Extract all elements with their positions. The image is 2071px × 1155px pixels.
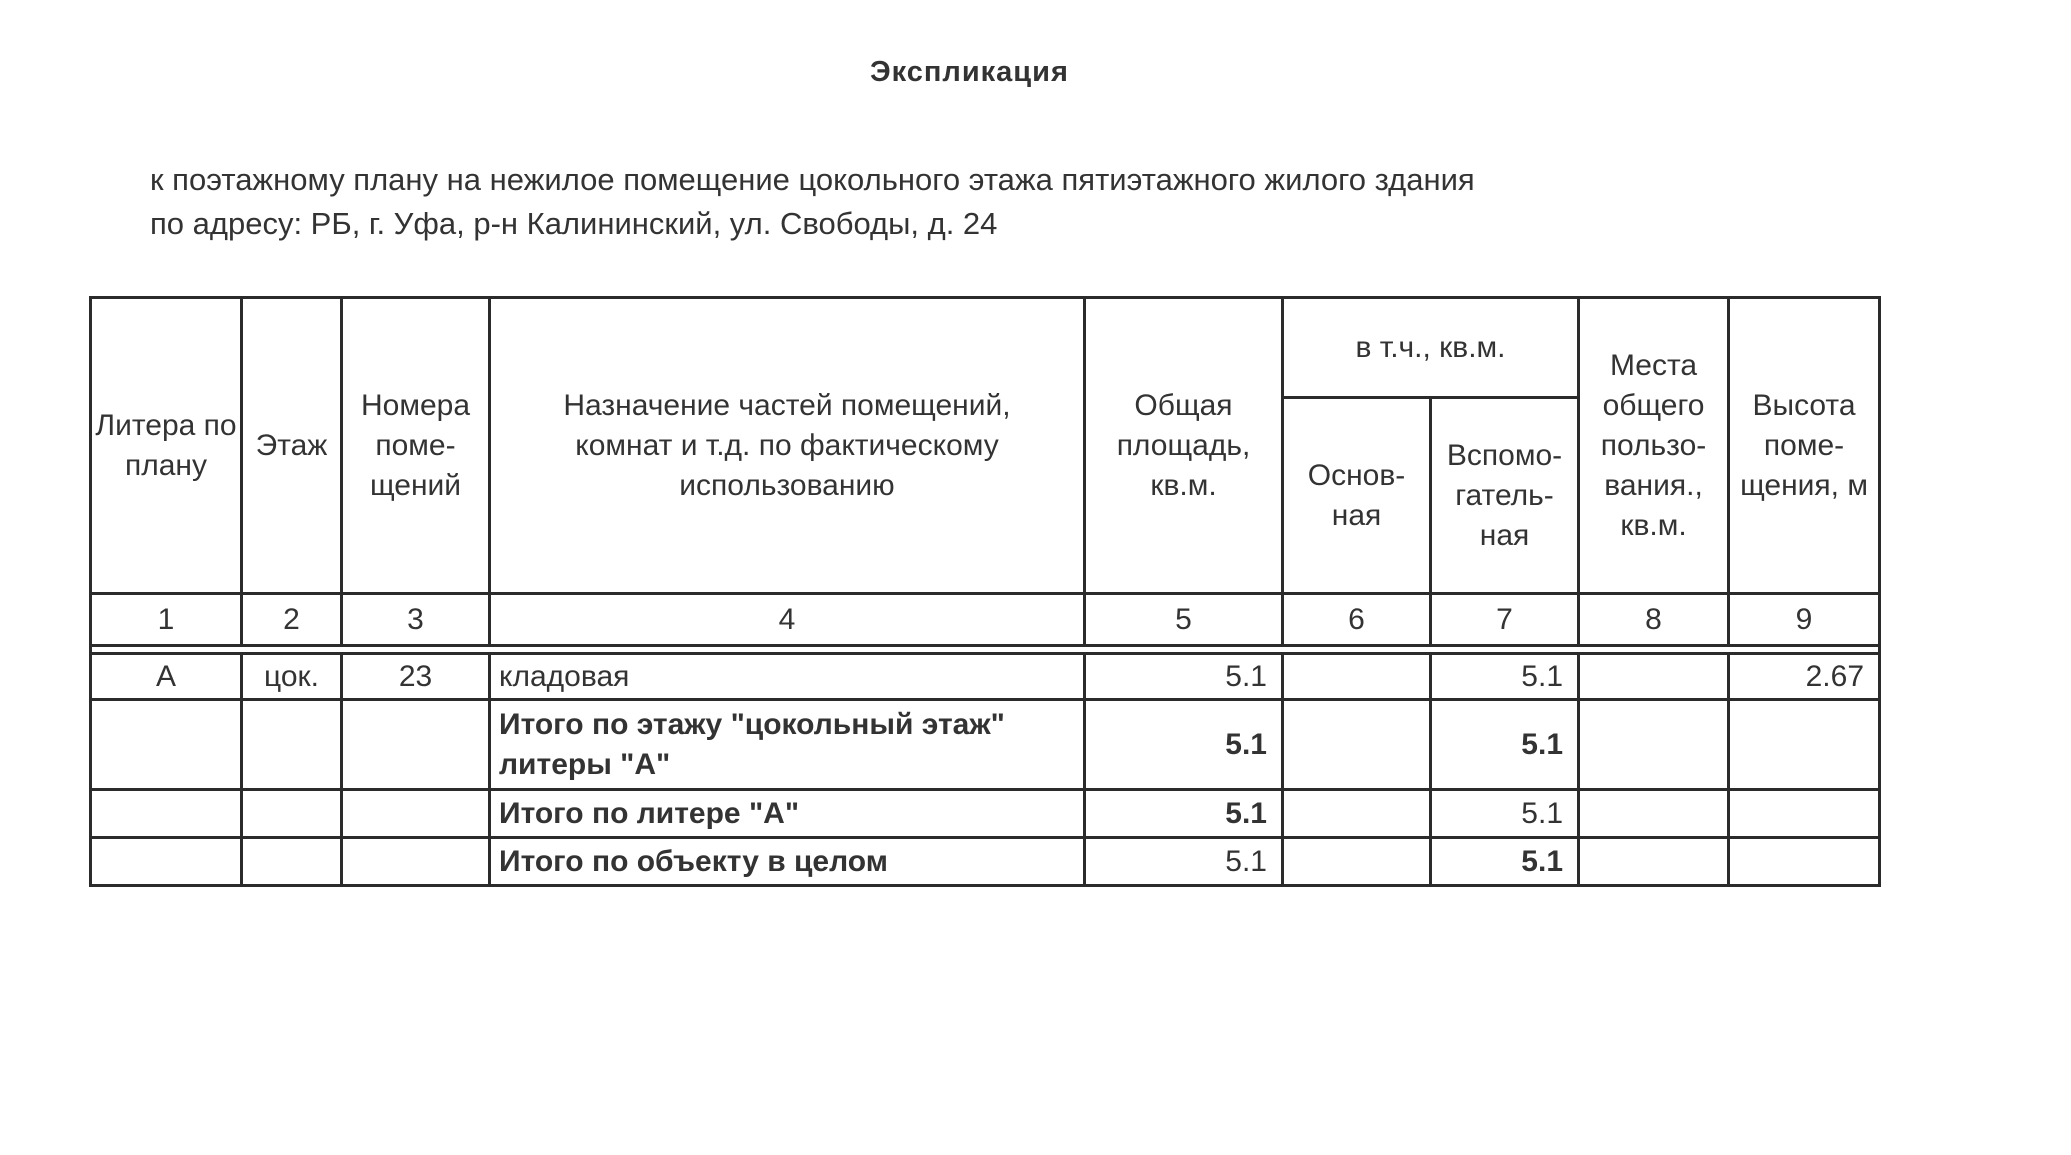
header-etazh: Этаж: [242, 298, 342, 594]
cell-nomer: 23: [342, 654, 490, 700]
column-number: 8: [1579, 594, 1729, 646]
column-number: 2: [242, 594, 342, 646]
document-title: Экспликация: [870, 56, 1069, 88]
cell-etazh: цок.: [242, 654, 342, 700]
total-litera-label: Итого по литере "А": [490, 790, 1085, 838]
document-subtitle-line1: к поэтажному плану на нежилое помещение цокольного этажа пятиэтажного жилого здания: [150, 162, 1475, 197]
cell-vysota: 2.67: [1729, 654, 1880, 700]
header-group-vtch: в т.ч., кв.м.: [1283, 298, 1579, 398]
cell-naznachenie: кладовая: [490, 654, 1085, 700]
header-litera: Литера по плану: [91, 298, 242, 594]
total-row-object: [91, 838, 1880, 886]
column-number: 3: [342, 594, 490, 646]
document-subtitle-line2: по адресу: РБ, г. Уфа, р-н Калининский, ул. Свободы, д. 24: [150, 206, 998, 241]
total-litera-obshaya: 5.1: [1085, 790, 1283, 838]
total-object-vspomogatelnaya: 5.1: [1431, 838, 1579, 886]
cell-vspomogatelnaya: 5.1: [1431, 654, 1579, 700]
total-litera-vspomogatelnaya: 5.1: [1431, 790, 1579, 838]
header-nomera: Номера поме-щений: [342, 298, 490, 594]
total-floor-obshaya: 5.1: [1085, 700, 1283, 790]
header-osnovnaya: Основ-ная: [1283, 398, 1431, 594]
column-number: 6: [1283, 594, 1431, 646]
total-floor-vspomogatelnaya: 5.1: [1431, 700, 1579, 790]
column-number: 4: [490, 594, 1085, 646]
column-number: 9: [1729, 594, 1880, 646]
header-naznachenie: Назначение частей помещений, комнат и т.д. по фактическому использованию: [490, 298, 1085, 594]
header-obshaya: Общая площадь, кв.м.: [1085, 298, 1283, 594]
header-vspomogatelnaya: Вспомо-гатель-ная: [1431, 398, 1579, 594]
explication-table: [89, 296, 1881, 887]
header-mesta: Места общего пользо-вания., кв.м.: [1579, 298, 1729, 594]
cell-litera: А: [91, 654, 242, 700]
column-number: 7: [1431, 594, 1579, 646]
total-floor-label: Итого по этажу "цокольный этаж" литеры "А": [490, 700, 1085, 790]
cell-mesta: [1579, 654, 1729, 700]
cell-obshaya: 5.1: [1085, 654, 1283, 700]
table-row: [91, 654, 1880, 700]
total-row-floor: [91, 700, 1880, 790]
column-number: 1: [91, 594, 242, 646]
header-vysota: Высота поме-щения, м: [1729, 298, 1880, 594]
cell-osnovnaya: [1283, 654, 1431, 700]
column-number: 5: [1085, 594, 1283, 646]
column-numbers-row: [91, 594, 1880, 646]
total-object-label: Итого по объекту в целом: [490, 838, 1085, 886]
total-row-litera: [91, 790, 1880, 838]
total-object-obshaya: 5.1: [1085, 838, 1283, 886]
